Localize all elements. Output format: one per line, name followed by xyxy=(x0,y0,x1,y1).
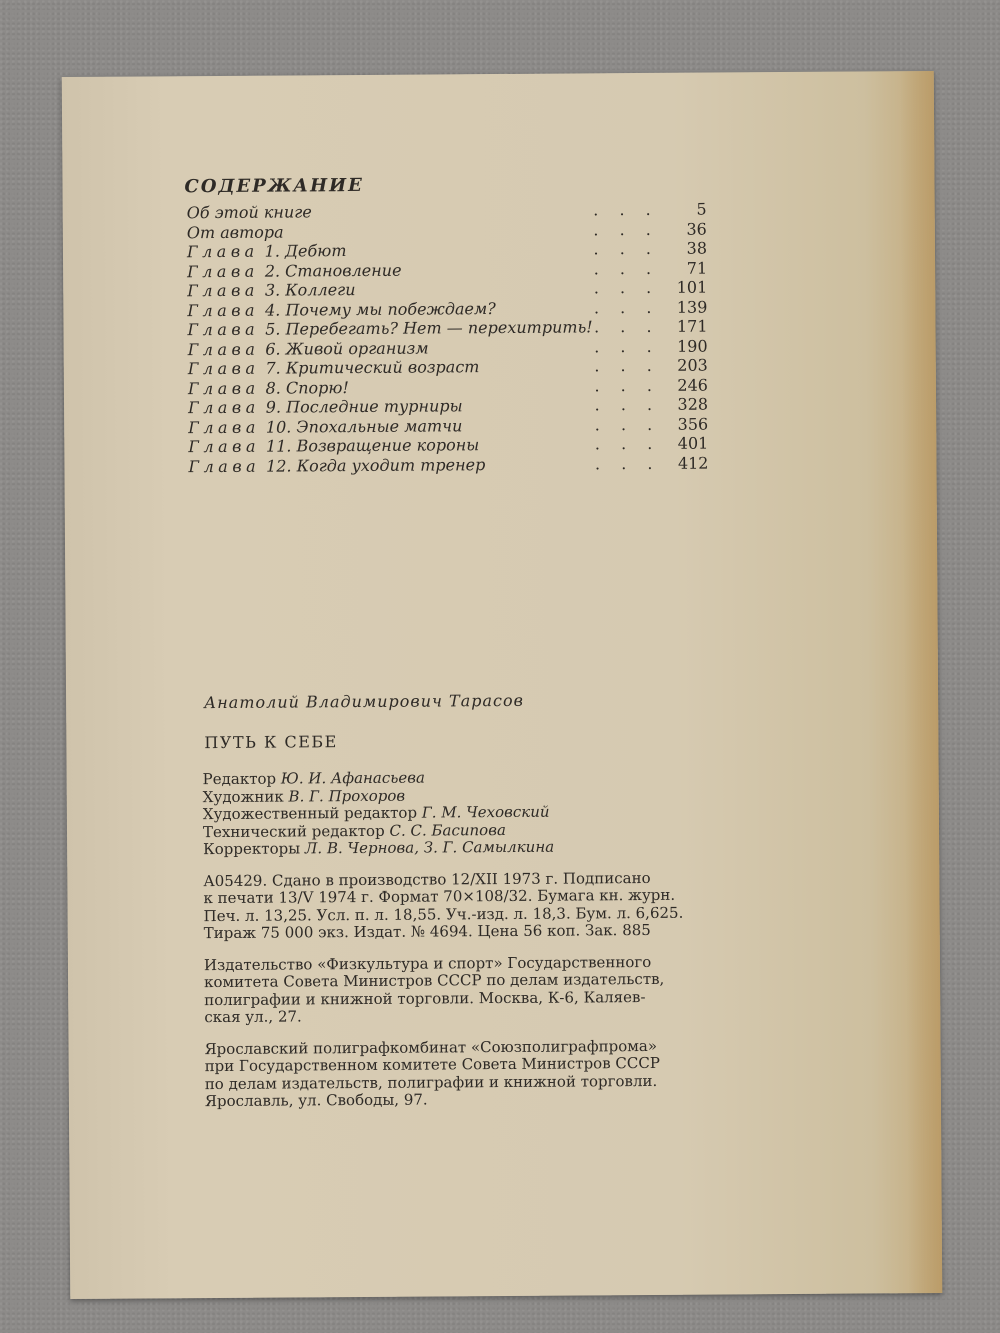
table-of-contents xyxy=(187,200,709,477)
printer-info xyxy=(204,1037,744,1111)
toc-entry-title: 11. Возвращение короны xyxy=(265,435,480,456)
toc-entry-title: 3. Коллеги xyxy=(264,280,356,300)
toc-entry xyxy=(188,453,708,476)
credit-line xyxy=(203,837,743,858)
toc-entry-label xyxy=(188,435,479,456)
toc-page-number: 101 xyxy=(676,277,708,297)
toc-entry-label xyxy=(187,222,284,242)
text-line: Ярославль, ул. Свободы, 97. xyxy=(204,1090,428,1111)
toc-entry-label xyxy=(188,416,462,437)
credit-role: Художник xyxy=(202,787,284,806)
toc-entry-title: От автора xyxy=(186,222,284,242)
toc-entry-prefix: Глава xyxy=(188,417,260,437)
toc-entry-prefix: Глава xyxy=(187,397,260,418)
text-line: полиграфии и книжной торговли. Москва, К-6, Каляев- xyxy=(204,987,646,1009)
toc-entry-prefix: Глава xyxy=(187,300,260,320)
toc-page-number: 36 xyxy=(686,219,707,239)
toc-leader-dots: . . . xyxy=(594,375,660,395)
credit-role: Художественный редактор xyxy=(202,803,418,824)
toc-entry-label xyxy=(188,455,485,476)
toc-entry-title: Об этой книге xyxy=(186,202,312,223)
toc-page-number: 5 xyxy=(696,199,707,219)
toc-page-number: 356 xyxy=(677,414,709,434)
toc-entry-title: 7. Критический возраст xyxy=(265,357,480,378)
credit-name: Л. В. Чернова, З. Г. Самылкина xyxy=(304,837,555,858)
toc-page-number: 38 xyxy=(686,238,708,258)
author-name: Анатолий Владимирович Тарасов xyxy=(204,690,524,713)
text-line: А05429. Сдано в производство 12/XII 1973 г. Подписано xyxy=(203,868,651,890)
toc-leader-dots: . . . xyxy=(593,199,659,220)
toc-entry-title: 12. Когда уходит тренер xyxy=(266,454,486,476)
toc-page-number: 171 xyxy=(676,316,708,336)
credit-role: Технический редактор xyxy=(202,821,385,841)
text-line: Печ. л. 13,25. Усл. п. л. 18,55. Уч.-изд. л. 18,3. Бум. л. 6,625. xyxy=(203,903,684,925)
toc-entry-label xyxy=(188,378,349,398)
toc-leader-dots: . . . xyxy=(593,277,660,298)
toc-entry-prefix: Глава xyxy=(188,456,261,476)
text-line: Издательство «Физкультура и спорт» Государственного xyxy=(203,952,652,974)
toc-entry-title: 6. Живой организм xyxy=(265,338,429,359)
toc-title: СОДЕРЖАНИЕ xyxy=(184,174,364,198)
toc-page-number: 246 xyxy=(677,375,708,395)
toc-page-number: 412 xyxy=(677,453,709,473)
toc-entry-label xyxy=(187,202,312,222)
text-line: комитета Совета Министров СССР по делам издательств, xyxy=(204,969,665,992)
toc-page-number: 203 xyxy=(677,355,708,375)
toc-leader-dots: . . . xyxy=(593,238,660,259)
toc-leader-dots: . . . xyxy=(593,258,660,278)
book-title: ПУТЬ К СЕБЕ xyxy=(204,731,338,752)
credit-name: С. С. Басипова xyxy=(389,820,506,840)
toc-entry-title: 9. Последние турниры xyxy=(265,396,463,417)
credits-list xyxy=(203,767,744,858)
text-line: при Государственном комитете Совета Министров СССР xyxy=(204,1053,660,1076)
toc-page-number: 328 xyxy=(677,394,709,414)
toc-page-number: 139 xyxy=(676,297,708,317)
toc-leader-dots: . . . xyxy=(594,414,661,434)
toc-entry-prefix: Глава xyxy=(187,319,260,340)
toc-page-number: 401 xyxy=(677,433,709,453)
print-details xyxy=(203,869,743,943)
toc-entry-prefix: Глава xyxy=(187,339,260,359)
toc-entry-label xyxy=(188,357,480,378)
toc-entry-prefix: Глава xyxy=(187,280,259,301)
credit-role: Редактор xyxy=(202,769,277,789)
text-line: Тираж 75 000 экз. Издат. № 4694. Цена 56 коп. Зак. 885 xyxy=(203,920,651,943)
toc-entry-title: 5. Перебегать? Нет — перехитрить! xyxy=(265,317,593,339)
toc-entry-title: 8. Спорю! xyxy=(265,377,349,398)
toc-entry-prefix: Глава xyxy=(186,241,259,262)
text-line: ская ул., 27. xyxy=(204,1007,302,1027)
toc-entry-label xyxy=(187,299,496,320)
toc-entry-prefix: Глава xyxy=(187,378,260,398)
credit-name: Г. М. Чеховский xyxy=(421,802,550,822)
credit-name: Ю. И. Афанасьева xyxy=(280,768,426,788)
toc-leader-dots: . . . xyxy=(594,433,661,454)
toc-entry-prefix: Глава xyxy=(187,358,260,379)
toc-entry-label xyxy=(187,241,347,261)
toc-entry-prefix: Глава xyxy=(188,436,261,457)
toc-entry-title: 2. Становление xyxy=(264,260,402,281)
toc-entry-label xyxy=(187,280,355,300)
toc-entry-label xyxy=(188,396,463,417)
toc-entry-label xyxy=(187,317,592,339)
toc-entry-title: 1. Дебют xyxy=(264,241,347,261)
text-line: Ярославский полиграфкомбинат «Союзполиграфпрома» xyxy=(204,1036,658,1058)
toc-page-number: 71 xyxy=(686,258,708,278)
colophon xyxy=(202,690,745,1110)
toc-entry-title: 4. Почему мы побеждаем? xyxy=(264,298,496,320)
credit-name: В. Г. Прохоров xyxy=(288,786,406,805)
toc-leader-dots: . . . xyxy=(594,336,660,356)
toc-entry-label xyxy=(188,338,429,359)
toc-leader-dots: . . . xyxy=(593,219,659,239)
toc-entry-prefix: Глава xyxy=(187,261,259,281)
toc-entry-title: 10. Эпохальные матчи xyxy=(265,415,463,437)
toc-leader-dots: . . . xyxy=(594,453,661,473)
toc-leader-dots: . . . xyxy=(594,394,661,415)
toc-entry-label xyxy=(187,260,402,280)
publisher-info xyxy=(204,953,744,1027)
toc-leader-dots: . . . xyxy=(593,316,660,337)
text-line: к печати 13/V 1974 г. Формат 70×108/32. Бумага кн. журн. xyxy=(203,885,676,908)
toc-leader-dots: . . . xyxy=(594,355,660,376)
text-line: по делам издательств, полиграфии и книжной торговли. xyxy=(204,1071,658,1093)
credit-role: Корректоры xyxy=(203,839,301,859)
book-back-page xyxy=(62,71,943,1299)
toc-page-number: 190 xyxy=(677,336,708,356)
toc-leader-dots: . . . xyxy=(593,297,660,317)
